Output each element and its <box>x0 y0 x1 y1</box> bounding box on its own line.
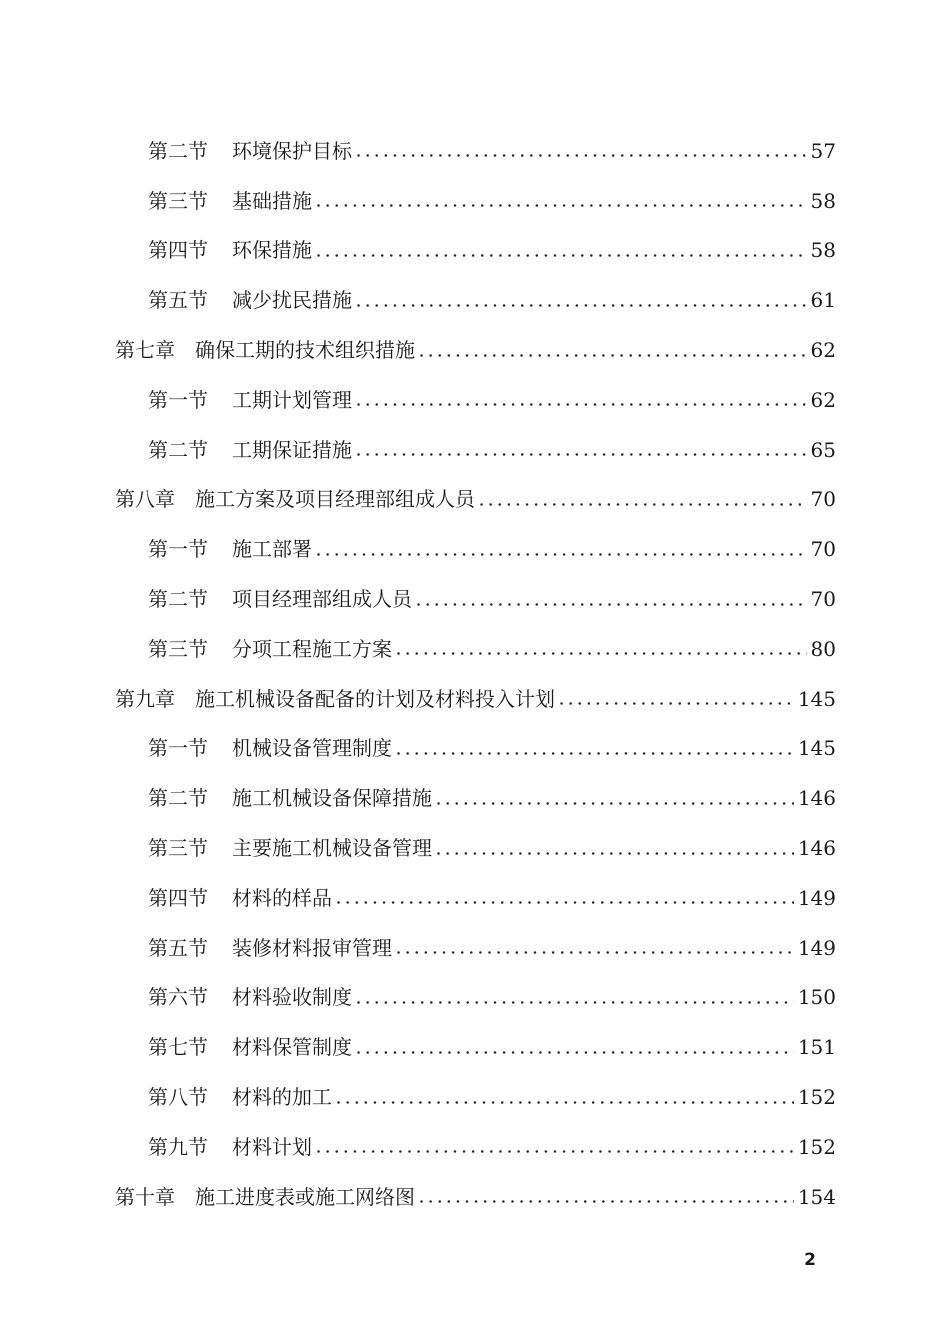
toc-entry-title: 工期保证措施 <box>232 437 352 462</box>
dot-leader <box>414 603 807 606</box>
toc-entry-title: 材料计划 <box>232 1134 312 1159</box>
toc-entry-title: 环保措施 <box>232 238 312 263</box>
toc-entry-page: 149 <box>797 885 836 910</box>
toc-entry-page: 146 <box>797 786 836 811</box>
toc-entry-title: 材料验收制度 <box>232 985 352 1010</box>
toc-entry-label: 第九章 <box>115 686 175 711</box>
toc-section-entry[interactable] <box>0 126 950 176</box>
toc-entry-title: 施工机械设备配备的计划及材料投入计划 <box>195 686 555 711</box>
toc-entry-page: 145 <box>797 736 836 761</box>
toc-entry-label: 第三节 <box>148 636 208 661</box>
dot-leader <box>354 403 807 406</box>
dot-leader <box>434 802 794 805</box>
toc-entry-page: 58 <box>810 188 836 213</box>
dot-leader <box>434 852 794 855</box>
toc-entry-label: 第三节 <box>148 836 208 861</box>
toc-entry-page: 80 <box>810 636 836 661</box>
toc-entry-page: 61 <box>810 288 836 313</box>
toc-entry-label: 第一节 <box>148 537 208 562</box>
toc-entry-page: 70 <box>810 487 836 512</box>
toc-section-entry[interactable] <box>0 624 950 674</box>
toc-section-entry[interactable] <box>0 176 950 226</box>
toc-entry-page: 152 <box>797 1085 836 1110</box>
toc-entry-page: 150 <box>797 985 836 1010</box>
toc-entry-title: 材料的加工 <box>232 1085 332 1110</box>
toc-section-entry[interactable] <box>0 873 950 923</box>
toc-entry-page: 62 <box>810 387 836 412</box>
toc-entry-title: 施工进度表或施工网络图 <box>195 1184 415 1209</box>
toc-entry-label: 第六节 <box>148 985 208 1010</box>
dot-leader <box>354 304 807 307</box>
dot-leader <box>394 951 794 954</box>
toc-chapter-entry[interactable] <box>0 475 950 525</box>
toc-section-entry[interactable] <box>0 524 950 574</box>
dot-leader <box>314 254 807 257</box>
toc-entry-page: 152 <box>797 1134 836 1159</box>
toc-entry-label: 第四节 <box>148 238 208 263</box>
toc-section-entry[interactable] <box>0 375 950 425</box>
toc-entry-label: 第四节 <box>148 885 208 910</box>
toc-entry-title: 工期计划管理 <box>232 387 352 412</box>
toc-section-entry[interactable] <box>0 773 950 823</box>
page-number: 2 <box>804 1250 816 1270</box>
toc-section-entry[interactable] <box>0 1072 950 1122</box>
toc-section-entry[interactable] <box>0 574 950 624</box>
toc-section-entry[interactable] <box>0 226 950 276</box>
dot-leader <box>394 752 794 755</box>
dot-leader <box>417 1200 794 1203</box>
toc-entry-page: 145 <box>797 686 836 711</box>
toc-entry-label: 第二节 <box>148 437 208 462</box>
dot-leader <box>354 453 807 456</box>
toc-entry-label: 第二节 <box>148 138 208 163</box>
toc-entry-label: 第五节 <box>148 935 208 960</box>
toc-entry-title: 机械设备管理制度 <box>232 736 392 761</box>
dot-leader <box>477 503 807 506</box>
dot-leader <box>314 1150 794 1153</box>
toc-entry-page: 149 <box>797 935 836 960</box>
toc-entry-title: 项目经理部组成人员 <box>232 587 412 612</box>
toc-section-entry[interactable] <box>0 275 950 325</box>
table-of-contents <box>0 126 950 1222</box>
dot-leader <box>354 1001 794 1004</box>
dot-leader <box>354 154 807 157</box>
toc-section-entry[interactable] <box>0 724 950 774</box>
dot-leader <box>334 901 794 904</box>
toc-entry-title: 材料保管制度 <box>232 1035 352 1060</box>
dot-leader <box>354 1051 794 1054</box>
toc-entry-label: 第十章 <box>115 1184 175 1209</box>
dot-leader <box>334 1101 794 1104</box>
dot-leader <box>394 652 807 655</box>
toc-entry-label: 第九节 <box>148 1134 208 1159</box>
toc-chapter-entry[interactable] <box>0 325 950 375</box>
toc-section-entry[interactable] <box>0 1122 950 1172</box>
toc-section-entry[interactable] <box>0 923 950 973</box>
toc-chapter-entry[interactable] <box>0 674 950 724</box>
toc-entry-title: 装修材料报审管理 <box>232 935 392 960</box>
toc-entry-label: 第五节 <box>148 288 208 313</box>
toc-entry-label: 第一节 <box>148 736 208 761</box>
toc-entry-label: 第一节 <box>148 387 208 412</box>
toc-section-entry[interactable] <box>0 425 950 475</box>
toc-entry-label: 第八节 <box>148 1085 208 1110</box>
dot-leader <box>417 354 807 357</box>
toc-entry-page: 146 <box>797 836 836 861</box>
toc-entry-page: 57 <box>810 138 836 163</box>
toc-entry-page: 62 <box>810 338 836 363</box>
toc-entry-page: 58 <box>810 238 836 263</box>
toc-section-entry[interactable] <box>0 973 950 1023</box>
dot-leader <box>314 204 807 207</box>
toc-entry-label: 第二节 <box>148 587 208 612</box>
toc-entry-title: 分项工程施工方案 <box>232 636 392 661</box>
toc-entry-label: 第七章 <box>115 338 175 363</box>
toc-entry-page: 151 <box>797 1035 836 1060</box>
dot-leader <box>314 553 807 556</box>
toc-entry-title: 材料的样品 <box>232 885 332 910</box>
toc-entry-title: 基础措施 <box>232 188 312 213</box>
toc-entry-label: 第七节 <box>148 1035 208 1060</box>
toc-entry-label: 第八章 <box>115 487 175 512</box>
toc-entry-label: 第三节 <box>148 188 208 213</box>
toc-section-entry[interactable] <box>0 1022 950 1072</box>
toc-entry-page: 154 <box>797 1184 836 1209</box>
toc-entry-title: 施工部署 <box>232 537 312 562</box>
toc-entry-label: 第二节 <box>148 786 208 811</box>
dot-leader <box>557 702 794 705</box>
toc-entry-page: 70 <box>810 537 836 562</box>
toc-entry-title: 施工方案及项目经理部组成人员 <box>195 487 475 512</box>
toc-entry-title: 环境保护目标 <box>232 138 352 163</box>
toc-entry-title: 施工机械设备保障措施 <box>232 786 432 811</box>
toc-entry-title: 减少扰民措施 <box>232 288 352 313</box>
toc-entry-title: 主要施工机械设备管理 <box>232 836 432 861</box>
toc-entry-page: 70 <box>810 587 836 612</box>
toc-chapter-entry[interactable] <box>0 1172 950 1222</box>
toc-entry-title: 确保工期的技术组织措施 <box>195 338 415 363</box>
toc-section-entry[interactable] <box>0 823 950 873</box>
toc-entry-page: 65 <box>810 437 836 462</box>
